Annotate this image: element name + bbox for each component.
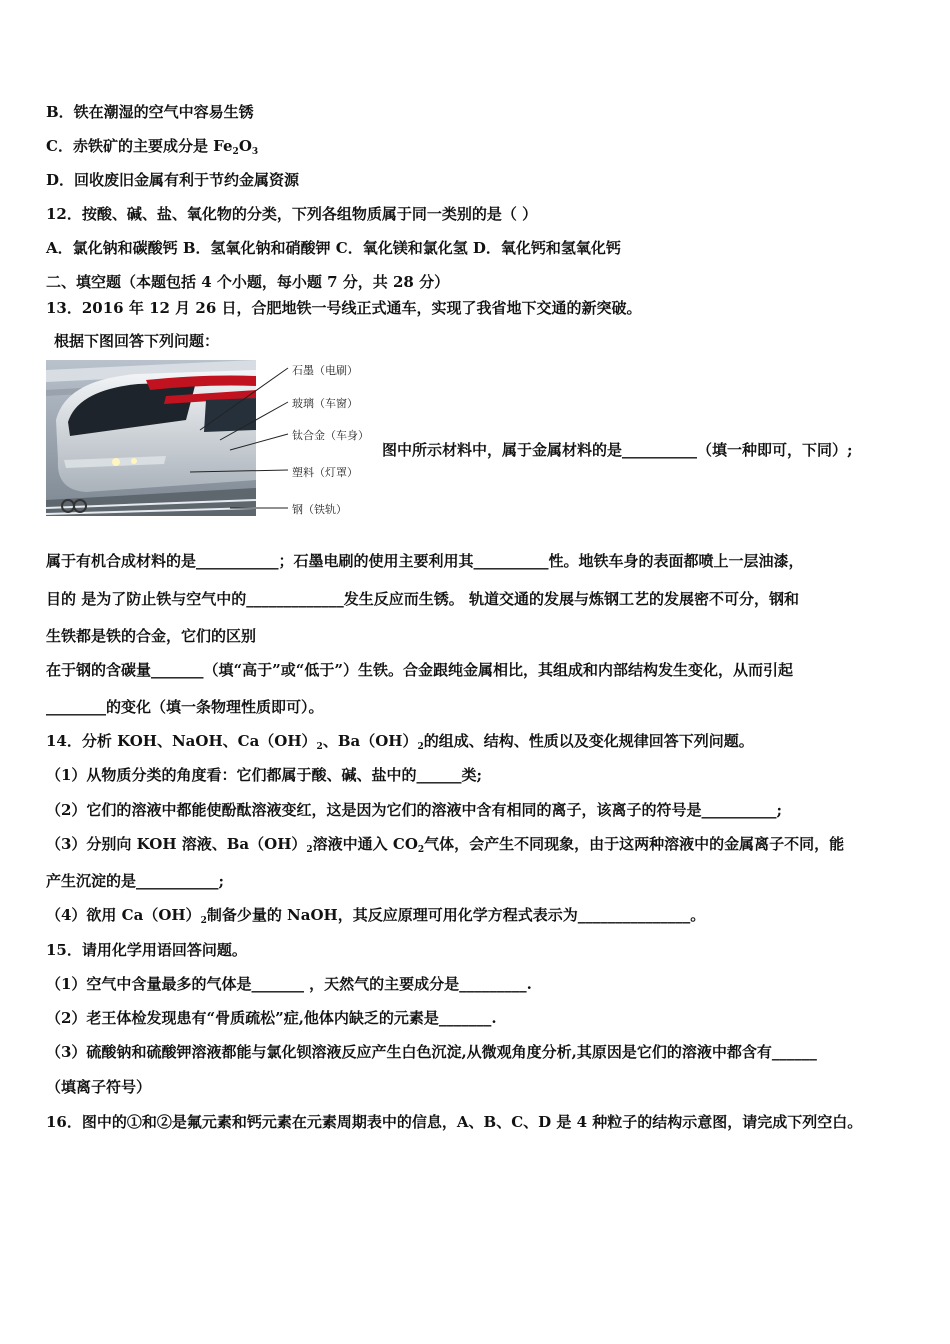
option-c-text: C．赤铁矿的主要成分是 Fe xyxy=(46,137,233,155)
section-heading: 二、填空题（本题包括 4 个小题，每小题 7 分，共 28 分） xyxy=(46,273,450,291)
question-12: 12．按酸、碱、盐、氧化物的分类，下列各组物质属于同一类别的是（ ） xyxy=(46,205,538,223)
label-titanium-alloy: 钛合金（车身） xyxy=(292,429,369,442)
q14-4-text-2: 制备少量的 NaOH，其反应原理可用化学方程式表示为_______________。 xyxy=(206,906,706,924)
subscript: 3 xyxy=(251,147,259,157)
question-14-part-1: （1）从物质分类的角度看：它们都属于酸、碱、盐中的______类; xyxy=(46,766,482,784)
q14-4-text: （4）欲用 Ca（OH） xyxy=(46,906,201,924)
subscript: 2 xyxy=(306,845,313,855)
question-13-part-3: 目的 是为了防止铁与空气中的_____________发生反应而生锈。 轨道交通的发展与炼钢工艺的发展密不可分，钢和 xyxy=(46,590,799,608)
question-15-part-2: （2）老王体检发现患有“骨质疏松”症,他体内缺乏的元素是_______. xyxy=(46,1009,497,1027)
question-13-part-4: 生铁都是铁的合金，它们的区别 xyxy=(46,627,257,645)
option-d: D．回收废旧金属有利于节约金属资源 xyxy=(46,171,300,189)
question-14 xyxy=(46,731,754,757)
subscript: 2 xyxy=(417,742,424,752)
label-plastic: 塑料（灯罩） xyxy=(292,466,358,479)
q14-text-2: 、Ba（OH） xyxy=(322,732,418,750)
subscript: 2 xyxy=(232,147,239,157)
option-c xyxy=(46,136,258,162)
label-glass: 玻璃（车窗） xyxy=(292,397,358,410)
question-14-part-2: （2）它们的溶液中都能使酚酞溶液变红，这是因为它们的溶液中含有相同的离子，该离子的符号是__________; xyxy=(46,801,782,819)
q14-3-text-3: 气体，会产生不同现象，由于这两种溶液中的金属离子不同，能 xyxy=(424,835,845,853)
q14-3-text-2: 溶液中通入 CO xyxy=(312,835,418,853)
subscript: 2 xyxy=(417,845,425,855)
subscript: 2 xyxy=(316,742,323,752)
question-13-part-2: 属于有机合成材料的是___________；石墨电刷的使用主要利用其__________性。地铁车身的表面都喷上一层油漆， xyxy=(46,552,804,570)
question-14-part-3b: 产生沉淀的是___________; xyxy=(46,872,225,890)
option-c-text-2: O xyxy=(238,137,252,155)
question-15-part-3: （3）硫酸钠和硫酸钾溶液都能与氯化钡溶液反应产生白色沉淀,从微观角度分析,其原因是它们的溶液中都含有______ xyxy=(46,1043,817,1061)
question-12-options: A．氯化钠和碳酸钙 B．氢氧化钠和硝酸钾 C．氧化镁和氯化氢 D．氧化钙和氢氧化钙 xyxy=(46,239,621,257)
question-14-part-4 xyxy=(46,905,705,931)
label-steel: 钢（铁轨） xyxy=(292,503,347,516)
question-15: 15．请用化学用语回答问题。 xyxy=(46,941,247,959)
label-graphite: 石墨（电刷） xyxy=(292,364,358,377)
subscript: 2 xyxy=(200,916,207,926)
q14-text-3: 的组成、结构、性质以及变化规律回答下列问题。 xyxy=(423,732,754,750)
question-15-part-1: （1）空气中含量最多的气体是_______ ，天然气的主要成分是_________. xyxy=(46,975,532,993)
question-13: 13．2016 年 12 月 26 日，合肥地铁一号线正式通车，实现了我省地下交通的新突破。 xyxy=(46,299,642,317)
question-14-part-3 xyxy=(46,834,844,860)
question-13-part-5: 在于钢的含碳量_______（填“高于”或“低于”）生铁。合金跟纯金属相比，其组成和内部结构发生变化，从而引起 xyxy=(46,661,794,679)
question-13-part-1: 图中所示材料中，属于金属材料的是__________（填一种即可，下同）; xyxy=(382,441,853,459)
question-13-part-6: ________的变化（填一条物理性质即可）。 xyxy=(46,698,324,716)
figure-leader-lines xyxy=(190,360,300,516)
option-b: B．铁在潮湿的空气中容易生锈 xyxy=(46,103,254,121)
q14-3-text: （3）分别向 KOH 溶液、Ba（OH） xyxy=(46,835,307,853)
question-16: 16．图中的①和②是氟元素和钙元素在元素周期表中的信息，A、B、C、D 是 4 种粒子的结构示意图，请完成下列空白。 xyxy=(46,1113,863,1131)
question-15-part-3b: （填离子符号） xyxy=(46,1078,152,1096)
question-13-prompt: 根据下图回答下列问题： xyxy=(54,332,220,350)
q14-text: 14．分析 KOH、NaOH、Ca（OH） xyxy=(46,732,317,750)
